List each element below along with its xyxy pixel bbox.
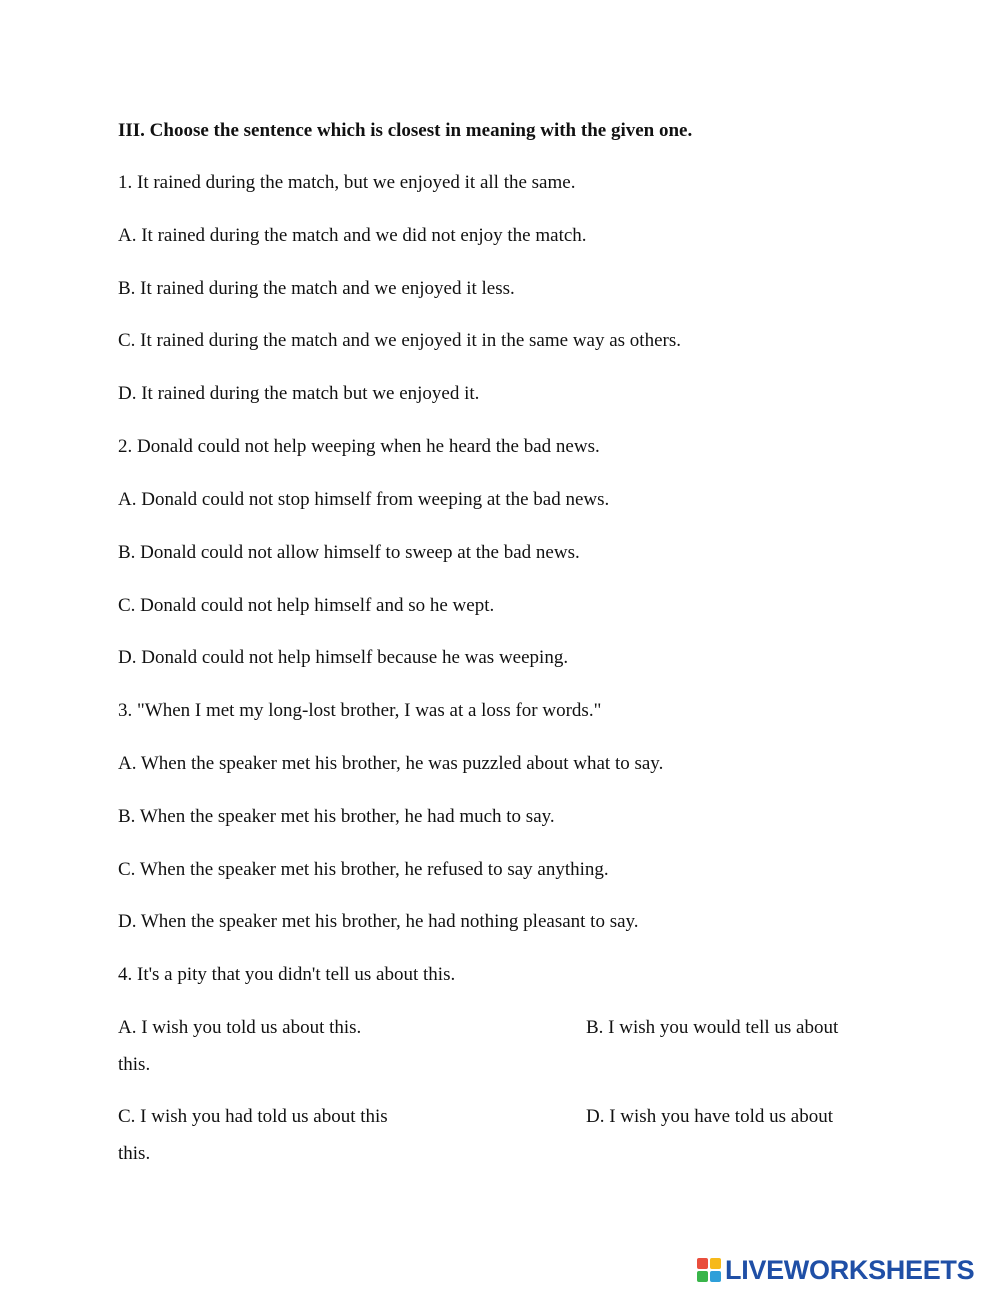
- question-4-option-a: A. I wish you told us about this.: [118, 1017, 362, 1038]
- question-4-option-b: B. I wish you would tell us about: [586, 1017, 839, 1038]
- logo-square-green: [697, 1271, 708, 1282]
- question-3-prompt: 3. "When I met my long-lost brother, I was at a loss for words.": [118, 700, 602, 721]
- question-1-prompt: 1. It rained during the match, but we enjoyed it all the same.: [118, 172, 576, 193]
- liveworksheets-logo-icon: [697, 1258, 721, 1282]
- question-3-option-c: C. When the speaker met his brother, he refused to say anything.: [118, 859, 609, 880]
- question-4-option-c: C. I wish you had told us about this: [118, 1106, 388, 1127]
- question-4-option-b-continuation: this.: [118, 1054, 151, 1075]
- logo-square-yellow: [710, 1258, 721, 1269]
- question-4-option-d: D. I wish you have told us about: [586, 1106, 833, 1127]
- question-2-option-c: C. Donald could not help himself and so he wept.: [118, 595, 495, 616]
- question-1-option-d: D. It rained during the match but we enjoyed it.: [118, 383, 480, 404]
- question-1-option-c: C. It rained during the match and we enjoyed it in the same way as others.: [118, 330, 681, 351]
- logo-square-red: [697, 1258, 708, 1269]
- question-2-option-a: A. Donald could not stop himself from weeping at the bad news.: [118, 489, 610, 510]
- section-heading: III. Choose the sentence which is closest in meaning with the given one.: [118, 120, 693, 141]
- question-2-prompt: 2. Donald could not help weeping when he heard the bad news.: [118, 436, 600, 457]
- question-3-option-d: D. When the speaker met his brother, he had nothing pleasant to say.: [118, 911, 639, 932]
- question-3-option-a: A. When the speaker met his brother, he was puzzled about what to say.: [118, 753, 664, 774]
- question-2-option-b: B. Donald could not allow himself to sweep at the bad news.: [118, 542, 580, 563]
- liveworksheets-logo: [697, 1254, 974, 1286]
- logo-square-blue: [710, 1271, 721, 1282]
- brand-name: LIVEWORKSHEETS: [725, 1255, 975, 1285]
- question-1-option-b: B. It rained during the match and we enjoyed it less.: [118, 278, 515, 299]
- question-3-option-b: B. When the speaker met his brother, he had much to say.: [118, 806, 555, 827]
- question-4-prompt: 4. It's a pity that you didn't tell us about this.: [118, 964, 456, 985]
- question-1-option-a: A. It rained during the match and we did not enjoy the match.: [118, 225, 587, 246]
- question-2-option-d: D. Donald could not help himself because he was weeping.: [118, 647, 569, 668]
- question-4-option-d-continuation: this.: [118, 1143, 151, 1164]
